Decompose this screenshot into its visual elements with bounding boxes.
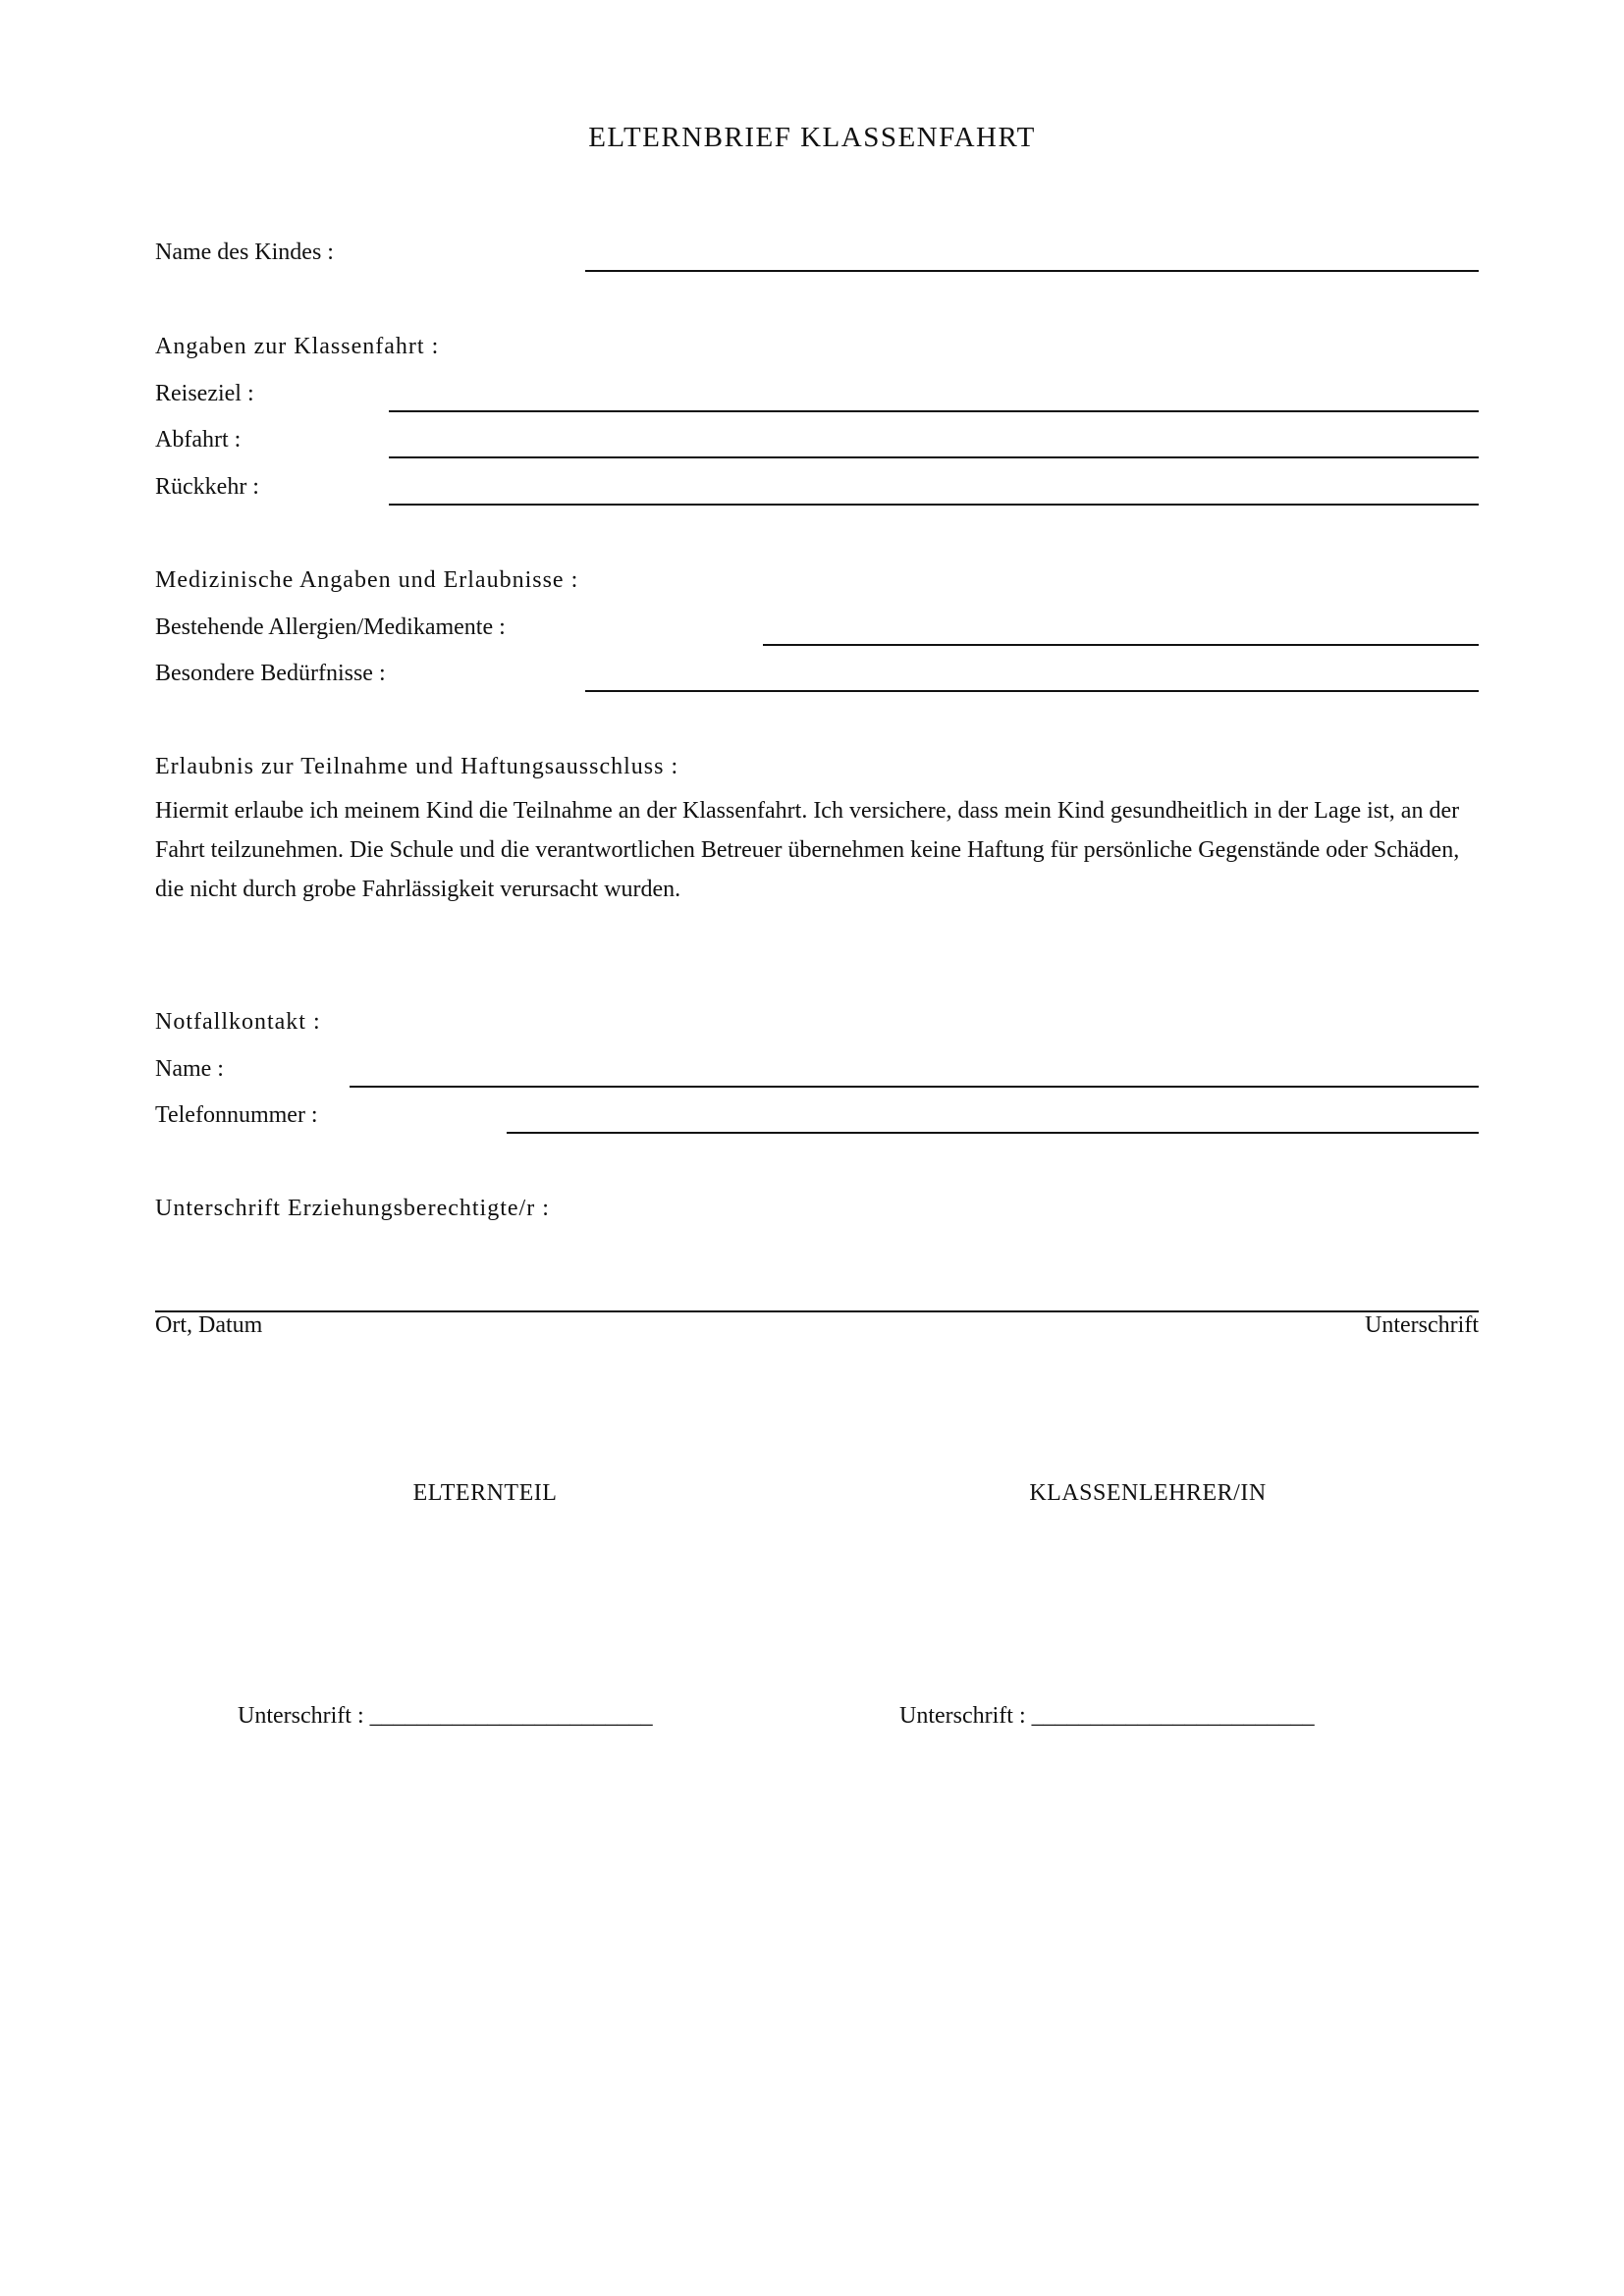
- document-title: ELTERNBRIEF KLASSENFAHRT: [588, 122, 1036, 153]
- needs-label: Besondere Bedürfnisse :: [155, 661, 386, 686]
- teacher-heading: KLASSENLEHRER/IN: [1029, 1480, 1267, 1506]
- allergies-field[interactable]: [763, 644, 1479, 646]
- permission-text: Hiermit erlaube ich meinem Kind die Teilnahme an der Klassenfahrt. Ich versichere, dass mein Kind gesundheitlich in der Lage ist, an der Fahrt teilzunehmen. Die Schule und die verantwortlichen Betreuer übernehmen keine Haftung für persönliche Gegenstände oder Schäden, die nicht durch grobe Fahrlässigkeit verursacht wurden.: [155, 798, 1460, 902]
- phone-field[interactable]: [507, 1132, 1479, 1134]
- return-field[interactable]: [389, 504, 1479, 506]
- signature-caption: Unterschrift: [1365, 1312, 1479, 1338]
- guardian-signature-heading: Unterschrift Erziehungsberechtigte/r :: [155, 1196, 550, 1221]
- child-name-field[interactable]: [585, 270, 1479, 272]
- departure-field[interactable]: [389, 456, 1479, 458]
- allergies-label: Bestehende Allergien/Medikamente :: [155, 614, 506, 640]
- place-date-caption: Ort, Datum: [155, 1312, 263, 1338]
- child-name-label: Name des Kindes :: [155, 240, 334, 265]
- emergency-name-label: Name :: [155, 1056, 224, 1082]
- guardian-signature-field[interactable]: [155, 1310, 1479, 1312]
- medical-heading: Medizinische Angaben und Erlaubnisse :: [155, 567, 579, 593]
- needs-field[interactable]: [585, 690, 1479, 692]
- parent-heading: ELTERNTEIL: [412, 1480, 558, 1506]
- permission-heading: Erlaubnis zur Teilnahme und Haftungsausschluss :: [155, 754, 679, 779]
- emergency-name-field[interactable]: [350, 1086, 1479, 1088]
- teacher-signature-field[interactable]: Unterschrift : ________________________: [899, 1703, 1315, 1729]
- destination-field[interactable]: [389, 410, 1479, 412]
- departure-label: Abfahrt :: [155, 427, 242, 453]
- trip-heading: Angaben zur Klassenfahrt :: [155, 334, 440, 359]
- return-label: Rückkehr :: [155, 474, 259, 500]
- emergency-heading: Notfallkontakt :: [155, 1009, 321, 1035]
- parent-signature-field[interactable]: Unterschrift : ________________________: [238, 1703, 653, 1729]
- destination-label: Reiseziel :: [155, 381, 254, 406]
- phone-label: Telefonnummer :: [155, 1102, 318, 1128]
